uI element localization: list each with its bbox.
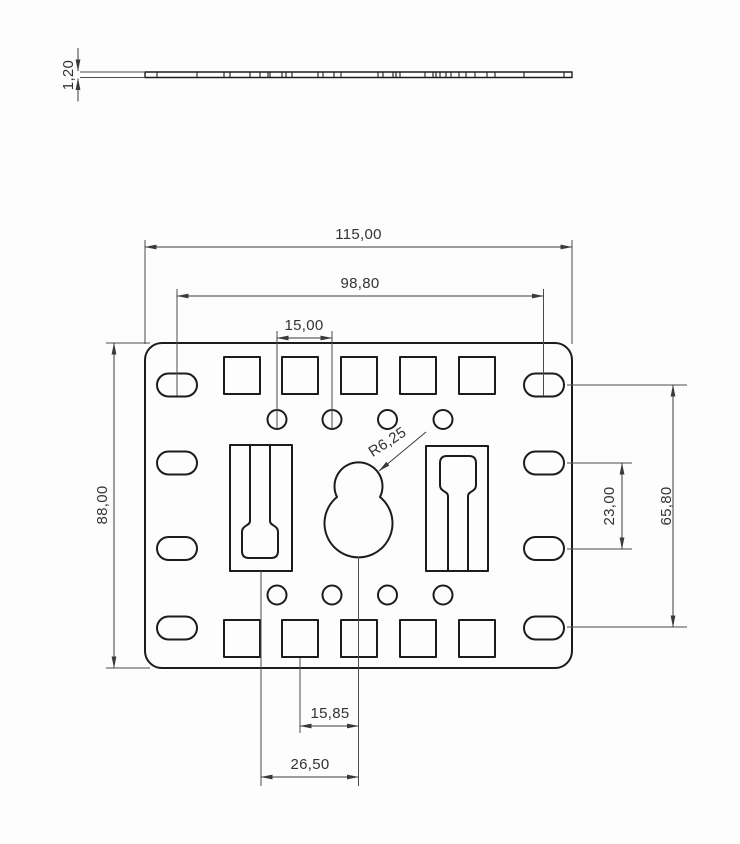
right-slot-span-label: 65,80 — [658, 486, 675, 526]
corner-slot-right-4 — [524, 617, 564, 640]
left-latch-cutout — [230, 445, 292, 571]
right-latch-cutout — [426, 446, 488, 571]
square-cutout-top-1 — [224, 357, 260, 394]
pilot-hole-bottom-4 — [434, 586, 453, 605]
keyhole-cutout — [325, 462, 393, 557]
square-cutout-top-5 — [459, 357, 495, 394]
dimensions — [94, 226, 687, 786]
right-latch-tongue — [440, 456, 476, 571]
corner-slot-span-label: 98,80 — [340, 275, 380, 292]
overall-width-label: 115,00 — [335, 226, 382, 243]
slot-to-keyhole-label: 26,50 — [290, 756, 330, 773]
pilot-hole-top-4 — [434, 410, 453, 429]
side-view-ticks — [157, 72, 564, 78]
thickness-label: 1,20 — [60, 59, 77, 91]
overall-height-label: 88,00 — [94, 485, 111, 525]
square-cutout-bottom-1 — [224, 620, 260, 657]
square-cutout-bottom-4 — [400, 620, 436, 657]
side-view-strip — [145, 72, 572, 78]
corner-slot-left-2 — [157, 452, 197, 475]
side-view — [60, 48, 572, 102]
thickness-extension-lines — [80, 72, 145, 78]
left-latch-tongue — [242, 445, 278, 558]
pilot-hole-bottom-1 — [268, 586, 287, 605]
square-cutout-bottom-5 — [459, 620, 495, 657]
hole-pitch-label: 15,00 — [284, 317, 324, 334]
pilot-hole-bottom-3 — [378, 586, 397, 605]
extension-lines — [106, 240, 687, 786]
corner-slot-left-4 — [157, 617, 197, 640]
pilot-hole-top-3 — [378, 410, 397, 429]
corner-slot-left-3 — [157, 537, 197, 560]
square-cutout-top-3 — [341, 357, 377, 394]
square-cutout-top-4 — [400, 357, 436, 394]
corner-slot-right-3 — [524, 537, 564, 560]
square-cutout-top-2 — [282, 357, 318, 394]
keyhole-radius-label: R6,25 — [365, 423, 410, 461]
corner-slot-right-2 — [524, 452, 564, 475]
square-cutout-bottom-2 — [282, 620, 318, 657]
pilot-hole-bottom-2 — [323, 586, 342, 605]
right-slot-pitch-label: 23,00 — [601, 486, 618, 526]
square-to-keyhole-label: 15,85 — [310, 705, 350, 722]
